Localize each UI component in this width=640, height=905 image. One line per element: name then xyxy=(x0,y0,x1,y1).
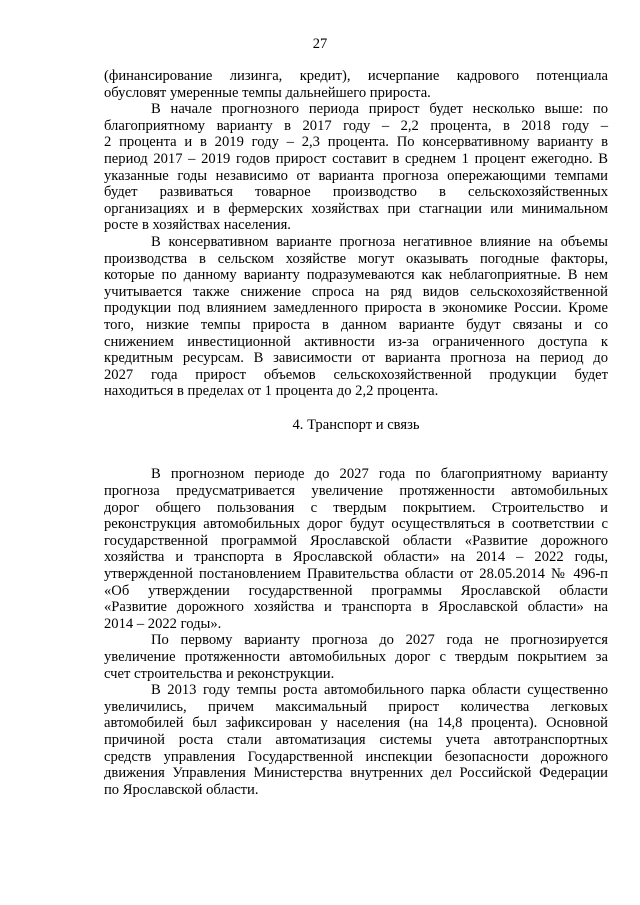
paragraph-vehicle-fleet xyxy=(104,682,608,798)
section-heading: 4. Транспорт и связь xyxy=(292,416,420,433)
paragraph-growth-early-period xyxy=(104,101,608,234)
text-line: хозяйства и транспорта в Ярославской области» на 2014 – 2022 годы, xyxy=(104,549,608,566)
text-line: будет развиваться товарное производство в сельскохозяйственных xyxy=(104,184,608,201)
text-line: снижением инвестиционной активности из-за ограниченного доступа к xyxy=(104,333,608,350)
page-number: 27 xyxy=(312,36,328,52)
text-line: По первому варианту прогноза до 2027 года не прогнозируется xyxy=(151,632,608,649)
text-line: прогноза предусматривается увеличение протяженности автомобильных xyxy=(104,483,608,500)
text-line: учитывается также снижение спроса на ряд видов сельскохозяйственной xyxy=(104,283,608,300)
text-line: организациях и в фермерских хозяйствах при стагнации или минимальном xyxy=(104,200,608,217)
text-line: которые по данному варианту подразумеваются как неблагоприятные. В нем xyxy=(104,267,608,284)
text-line: государственной программой Ярославской области «Развитие дорожного xyxy=(104,532,608,549)
text-line: счет строительства и реконструкции. xyxy=(104,665,335,682)
document-body xyxy=(104,68,608,798)
paragraph-financing xyxy=(104,68,608,101)
text-line: кредитным ресурсам. В зависимости от варианта прогноза на период до xyxy=(104,350,608,367)
text-line: продукции под влиянием замедленного прироста в экономике России. Кроме xyxy=(104,300,608,317)
text-line: причиной роста стали автоматизация системы учета автотранспортных xyxy=(104,731,608,748)
text-line: утвержденной постановлением Правительства области от 28.05.2014 № 496-п xyxy=(104,566,608,583)
text-line: 2 процента и в 2019 году – 2,3 процента. По консервативному варианту в xyxy=(104,134,608,151)
text-line: указанные годы независимо от варианта прогноза опережающими темпами xyxy=(104,167,608,184)
text-line: В прогнозном периоде до 2027 года по благоприятному варианту xyxy=(151,466,608,483)
text-line: благоприятному варианту в 2017 году – 2,2 процента, в 2018 году – xyxy=(104,117,608,134)
text-line: увеличение протяженности автомобильных дорог с твердым покрытием за xyxy=(104,649,608,665)
text-line: производства в сельском хозяйстве могут оказывать погодные факторы, xyxy=(104,250,608,267)
text-line: того, низкие темпы прироста в данном варианте будут связаны и со xyxy=(104,316,608,333)
text-line: 2027 года прирост объемов сельскохозяйственной продукции будет xyxy=(104,366,608,383)
text-line: движения Управления Министерства внутренних дел Российской Федерации xyxy=(104,765,608,782)
text-line: В консервативном варианте прогноза негативное влияние на объемы xyxy=(151,233,608,250)
text-line: В 2013 году темпы роста автомобильного парка области существенно xyxy=(151,682,608,699)
text-line: «Развитие дорожного хозяйства и транспорта в Ярославской области» на xyxy=(104,599,608,616)
text-line: обусловят умеренные темпы дальнейшего прироста. xyxy=(104,84,431,101)
text-line: средств управления Государственной инспекции безопасности дорожного xyxy=(104,748,608,765)
text-line: реконструкция автомобильных дорог будут осуществляться в соответствии с xyxy=(104,516,608,533)
text-line: дорог общего пользования с твердым покрытием. Строительство и xyxy=(104,499,608,516)
text-line: находиться в пределах от 1 процента до 2,2 процента. xyxy=(104,383,439,400)
text-line: 2014 – 2022 годы». xyxy=(104,615,222,632)
text-line: автомобилей был зафиксирован у населения (на 14,8 процента). Основной xyxy=(104,715,608,732)
paragraph-road-development xyxy=(104,466,608,632)
text-line: «Об утверждении государственной программы Ярославской области xyxy=(104,582,608,599)
text-line: увеличились, причем максимальный прирост количества легковых xyxy=(104,698,608,715)
text-line: по Ярославской области. xyxy=(104,781,259,798)
text-line: период 2017 – 2019 годов прирост составит в среднем 1 процент ежегодно. В xyxy=(104,150,608,167)
paragraph-first-scenario-roads xyxy=(104,632,608,682)
text-line: (финансирование лизинга, кредит), исчерпание кадрового потенциала xyxy=(104,68,608,84)
paragraph-conservative-scenario xyxy=(104,234,608,400)
text-line: росте в хозяйствах населения. xyxy=(104,217,291,234)
text-line: В начале прогнозного периода прирост будет несколько выше: по xyxy=(151,101,608,118)
